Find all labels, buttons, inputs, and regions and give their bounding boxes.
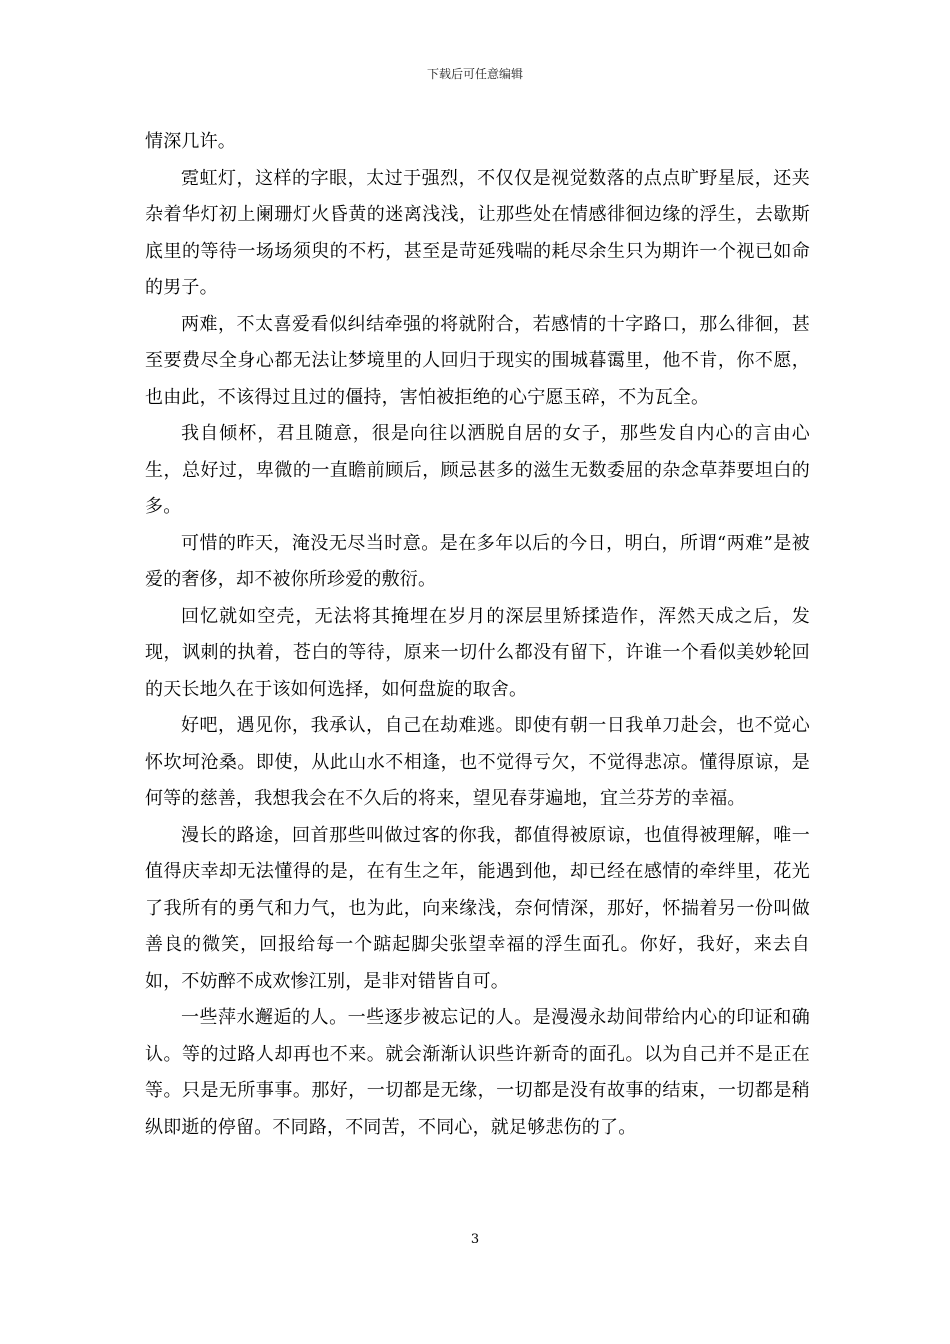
paragraph-1: 情深几许。 [145,131,236,152]
paragraph-8: 漫长的路途，回首那些叫做过客的你我，都值得被原谅，也值得被理解，唯一值得庆幸却无法懂得的是，在有生之年，能遇到他，却已经在感情的牵绊里，花光了我所有的勇气和力气，也为此，向来缘浅，奈何情深，那好，怀揣着另一份叫做善良的微笑，回报给每一个踮起脚尖张望幸福的浮生面孔。你好，我好，来去自如，不妨醉不成欢惨江别，是非对错皆自可。 [145,824,810,992]
paragraph-2: 霓虹灯，这样的字眼，太过于强烈，不仅仅是视觉数落的点点旷野星辰，还夹杂着华灯初上阑珊灯火昏黄的迷离浅浅，让那些处在情感徘徊边缘的浮生，去歇斯底里的等待一场场须臾的不朽，甚至是苛延残喘的耗尽余生只为期许一个视已如命的男子。 [145,167,810,298]
page-number: 3 [470,1232,480,1247]
paragraph-6: 回忆就如空壳，无法将其掩埋在岁月的深层里矫揉造作，浑然天成之后，发现，讽刺的执着，苍白的等待，原来一切什么都没有留下，许谁一个看似美妙轮回的天长地久在于该如何选择，如何盘旋的取舍。 [145,605,810,700]
page-header: 下载后可任意编辑 [426,67,523,81]
paragraph-7: 好吧，遇见你，我承认，自己在劫难逃。即使有朝一日我单刀赴会，也不觉心怀坎坷沧桑。即使，从此山水不相逢，也不觉得亏欠，不觉得悲凉。懂得原谅，是何等的慈善，我想我会在不久后的将来，望见春芽遍地，宜兰芬芳的幸福。 [145,715,810,809]
paragraph-5: 可惜的昨天，淹没无尽当时意。是在多年以后的今日，明白，所谓“两难”是被爱的奢侈，却不被你所珍爱的敷衍。 [145,532,810,590]
document-body [145,124,810,1146]
paragraph-3: 两难，不太喜爱看似纠结牵强的将就附合，若感情的十字路口，那么徘徊，甚至要费尽全身心都无法让梦境里的人回归于现实的围城暮霭里，他不肯，你不愿，也由此，不该得过且过的僵持，害怕被拒绝的心宁愿玉碎，不为瓦全。 [145,313,810,408]
paragraph-4: 我自倾杯，君且随意，很是向往以洒脱自居的女子，那些发自内心的言由心生，总好过，卑微的一直瞻前顾后，顾忌甚多的滋生无数委屈的杂念草莽要坦白的多。 [145,423,810,517]
paragraph-9: 一些萍水邂逅的人。一些逐步被忘记的人。是漫漫永劫间带给内心的印证和确认。等的过路人却再也不来。就会渐渐认识些许新奇的面孔。以为自己并不是正在等。只是无所事事。那好，一切都是无缘，一切都是没有故事的结束，一切都是稍纵即逝的停留。不同路，不同苦，不同心，就足够悲伤的了。 [145,1007,810,1138]
